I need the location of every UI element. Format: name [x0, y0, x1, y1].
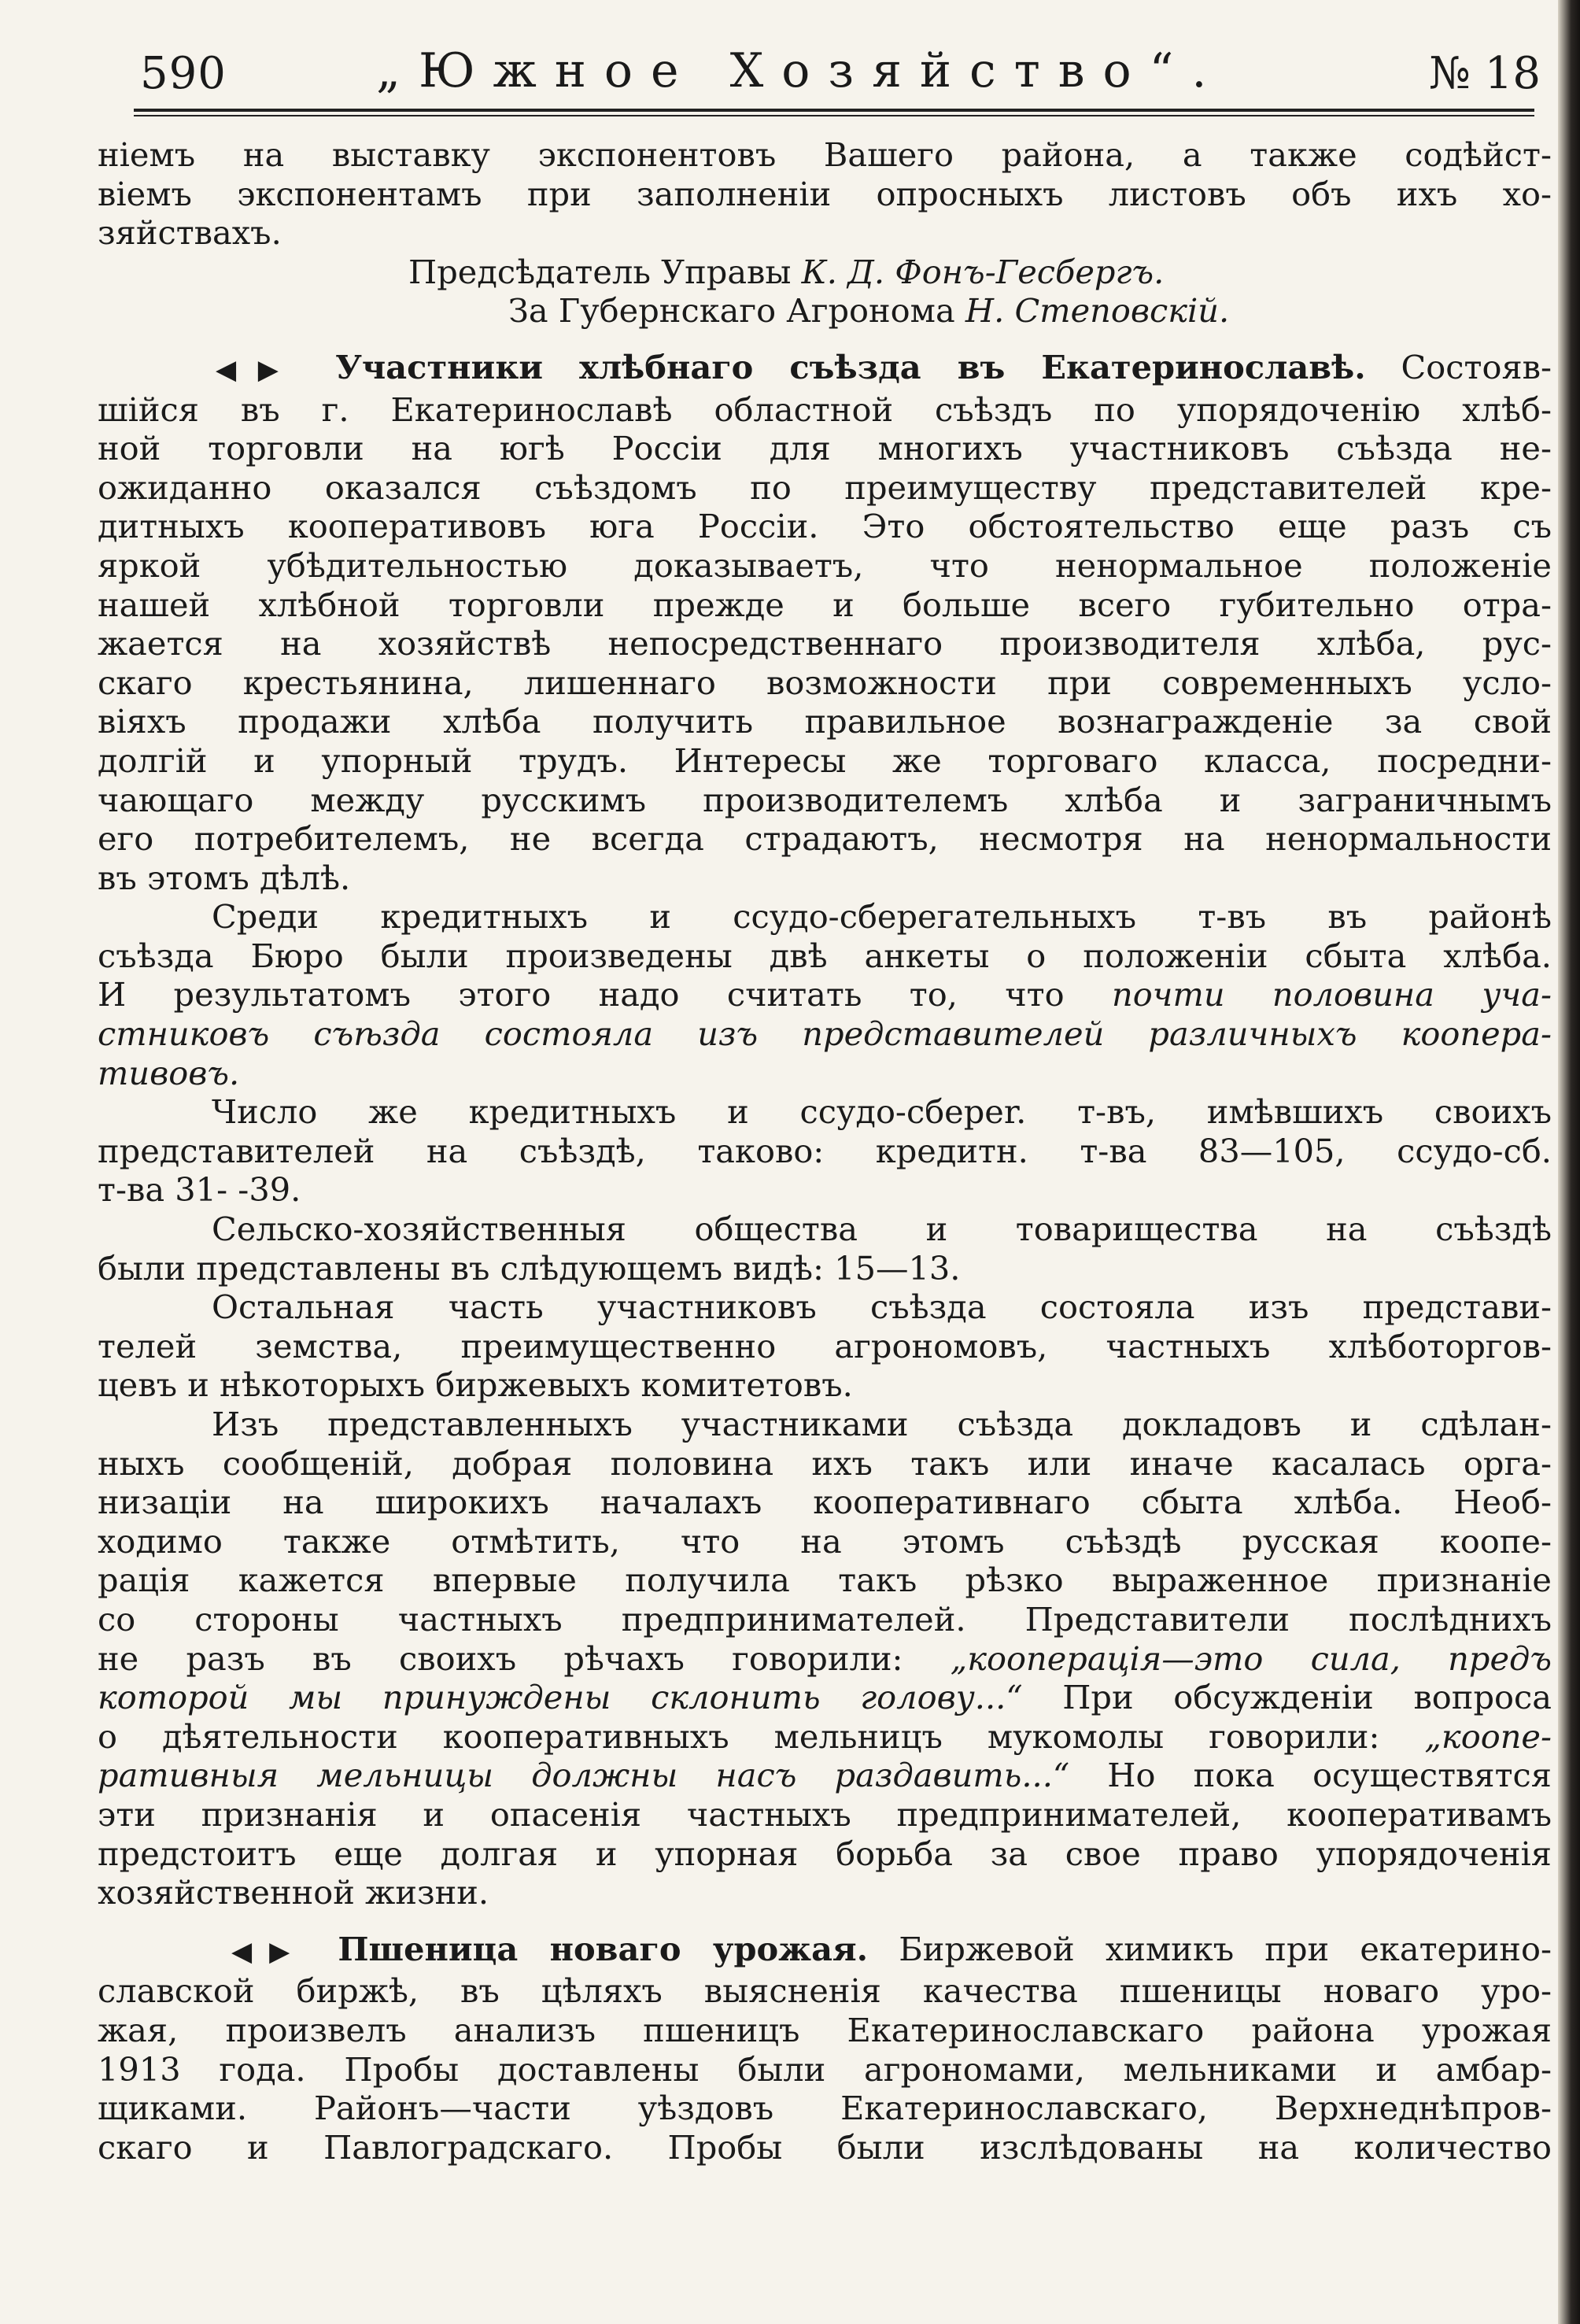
section-bullet-icon: ◀▶: [231, 1935, 308, 1967]
text-line: скаго и Павлоградскаго. Пробы были изслѣдованы на количество: [98, 2127, 1552, 2167]
text-line: съѣзда Бюро были произведены двѣ анкеты о положеніи сбыта хлѣба.: [98, 936, 1552, 975]
page-body: [98, 135, 1552, 2167]
text-line: ной торговли на югѣ Россіи для многихъ участниковъ съѣзда не-: [98, 429, 1552, 468]
text-line: цевъ и нѣкоторыхъ биржевыхъ комитетовъ.: [98, 1365, 853, 1405]
text-line: дитныхъ кооперативовъ юга Россіи. Это обстоятельство еще разъ съ: [98, 507, 1552, 546]
text-line: ныхъ сообщеній, добрая половина ихъ такъ или иначе касалась орга-: [98, 1443, 1552, 1483]
text-line: нашей хлѣбной торговли прежде и больше всего губительно отра-: [98, 585, 1552, 624]
text-line: низаціи на широкихъ началахъ кооперативнаго сбыта хлѣба. Необ-: [98, 1483, 1552, 1522]
text-run: не разъ въ своихъ рѣчахъ говорили:: [98, 1639, 951, 1678]
article-heading-line: [98, 1930, 1552, 1972]
text-line: [98, 1756, 1552, 1795]
text-line: предстоитъ еще долгая и упорная борьба за свое право упорядоченія: [98, 1834, 1552, 1873]
emphasis-run: стниковъ съѣзда состояла изъ представителей различныхъ коопера-: [98, 1014, 1552, 1054]
signature-line: [98, 291, 1552, 331]
page-number: 590: [140, 48, 227, 99]
text-line: щиками. Районъ—части уѣздовъ Екатеринославскаго, Верхнеднѣпров-: [98, 2089, 1552, 2128]
text-line: Изъ представленныхъ участниками съѣзда докладовъ и сдѣлан-: [212, 1405, 1552, 1443]
emphasis-run: тивовъ.: [98, 1053, 240, 1092]
text-line: [98, 1014, 1552, 1054]
text-line: шійся въ г. Екатеринославѣ областной съѣздъ по упорядоченію хлѣб-: [98, 390, 1552, 429]
text-line: віемъ экспонентамъ при заполненіи опросныхъ листовъ объ ихъ хо-: [98, 174, 1552, 213]
text-line: рація кажется впервые получила такъ рѣзко выраженное признаніе: [98, 1561, 1552, 1600]
text-line: въ этомъ дѣлѣ.: [98, 858, 351, 897]
text-run: Состояв-: [1365, 347, 1552, 386]
article-heading: Участники хлѣбнаго съѣзда въ Екатеринославѣ.: [335, 347, 1366, 386]
header-rule: [134, 109, 1534, 112]
signature-line: [98, 253, 1552, 292]
text-line: долгій и упорный трудъ. Интересы же торговаго класса, посредни-: [98, 741, 1552, 780]
signature-title: За Губернскаго Агронома: [508, 291, 965, 331]
text-line: [98, 975, 1552, 1014]
quote-run: „кооперація—это сила, предъ: [950, 1639, 1552, 1678]
text-line: [98, 1054, 1552, 1093]
section-bullet-icon: ◀▶: [216, 353, 301, 386]
text-line: Сельско-хозяйственныя общества и товарищества на съѣздѣ: [212, 1210, 1552, 1249]
text-line: телей земства, преимущественно агрономовъ, частныхъ хлѣботоргов-: [98, 1326, 1552, 1365]
text-line: ніемъ на выставку экспонентовъ Вашего района, а также содѣйст-: [98, 135, 1552, 174]
text-run: Биржевой химикъ при екатерино-: [868, 1929, 1552, 1968]
quote-run: которой мы принуждены склонить голову...“: [98, 1678, 1023, 1717]
text-line: скаго крестьянина, лишеннаго возможности при современныхъ усло-: [98, 663, 1552, 702]
text-line: жается на хозяйствѣ непосредственнаго производителя хлѣба, рус-: [98, 624, 1552, 663]
article-heading-line: [98, 348, 1552, 390]
text-line: яркой убѣдительностью доказываетъ, что ненормальное положеніе: [98, 545, 1552, 585]
text-run: о дѣятельности кооперативныхъ мельницъ мукомолы говорили:: [98, 1716, 1425, 1756]
text-line: [98, 1639, 1552, 1679]
text-run: Но пока осуществятся: [1069, 1756, 1552, 1795]
text-line: т-ва 31- -39.: [98, 1170, 301, 1210]
text-line: 1913 года. Пробы доставлены были агрономами, мельниками и амбар-: [98, 2049, 1552, 2089]
text-line: ожиданно оказался съѣздомъ по преимуществу представителей кре-: [98, 467, 1552, 507]
quote-run: ративныя мельницы должны насъ раздавить...“: [98, 1756, 1070, 1795]
page-header: [140, 43, 1541, 106]
text-line: [98, 1678, 1552, 1717]
text-line: славской биржѣ, въ цѣляхъ выясненія качества пшеницы новаго уро-: [98, 1971, 1552, 2011]
text-line: представителей на съѣздѣ, таково: кредитн. т-ва 83—105, ссудо-сб.: [98, 1131, 1552, 1170]
text-line: Среди кредитныхъ и ссудо-сберегательныхъ т-въ въ районѣ: [212, 897, 1552, 937]
quote-run: „коопе-: [1424, 1716, 1552, 1756]
issue-number: № 18: [1428, 48, 1541, 99]
text-line: чающаго между русскимъ производителемъ хлѣба и заграничнымъ: [98, 780, 1552, 819]
text-line: были представлены въ слѣдующемъ видѣ: 15—13.: [98, 1248, 961, 1288]
signature-name: Н. Степовскій.: [965, 291, 1230, 331]
text-line: эти признанія и опасенія частныхъ предпринимателей, кооперативамъ: [98, 1794, 1552, 1834]
text-line: хозяйственной жизни.: [98, 1873, 489, 1912]
article-heading: Пшеница новаго урожая.: [338, 1929, 869, 1968]
text-run: И результатомъ этого надо считать то, что: [98, 975, 1112, 1014]
text-line: [98, 1717, 1552, 1757]
text-line: Остальная часть участниковъ съѣзда состояла изъ представи-: [212, 1288, 1552, 1327]
scan-edge: [1558, 0, 1580, 2324]
text-line: ходимо также отмѣтить, что на этомъ съѣздѣ русская коопе-: [98, 1521, 1552, 1561]
signature-name: К. Д. Фонъ-Гесбергъ.: [801, 252, 1165, 291]
signature-title: Предсѣдатель Управы: [408, 252, 802, 291]
journal-title: „Южное Хозяйство“.: [376, 43, 1225, 98]
text-line: жая, произвелъ анализъ пшеницъ Екатеринославскаго района урожая: [98, 2010, 1552, 2049]
emphasis-run: почти половина уча-: [1111, 975, 1552, 1014]
text-line: зяйствахъ.: [98, 213, 282, 253]
text-line: со стороны частныхъ предпринимателей. Представители послѣднихъ: [98, 1599, 1552, 1639]
text-line: віяхъ продажи хлѣба получить правильное вознагражденіе за свой: [98, 702, 1552, 741]
text-line: Число же кредитныхъ и ссудо-сбереr. т-въ, имѣвшихъ своихъ: [212, 1092, 1552, 1132]
text-run: При обсужденіи вопроса: [1022, 1678, 1552, 1717]
text-line: его потребителемъ, не всегда страдаютъ, несмотря на ненормальности: [98, 819, 1552, 859]
header-rule: [134, 115, 1534, 116]
